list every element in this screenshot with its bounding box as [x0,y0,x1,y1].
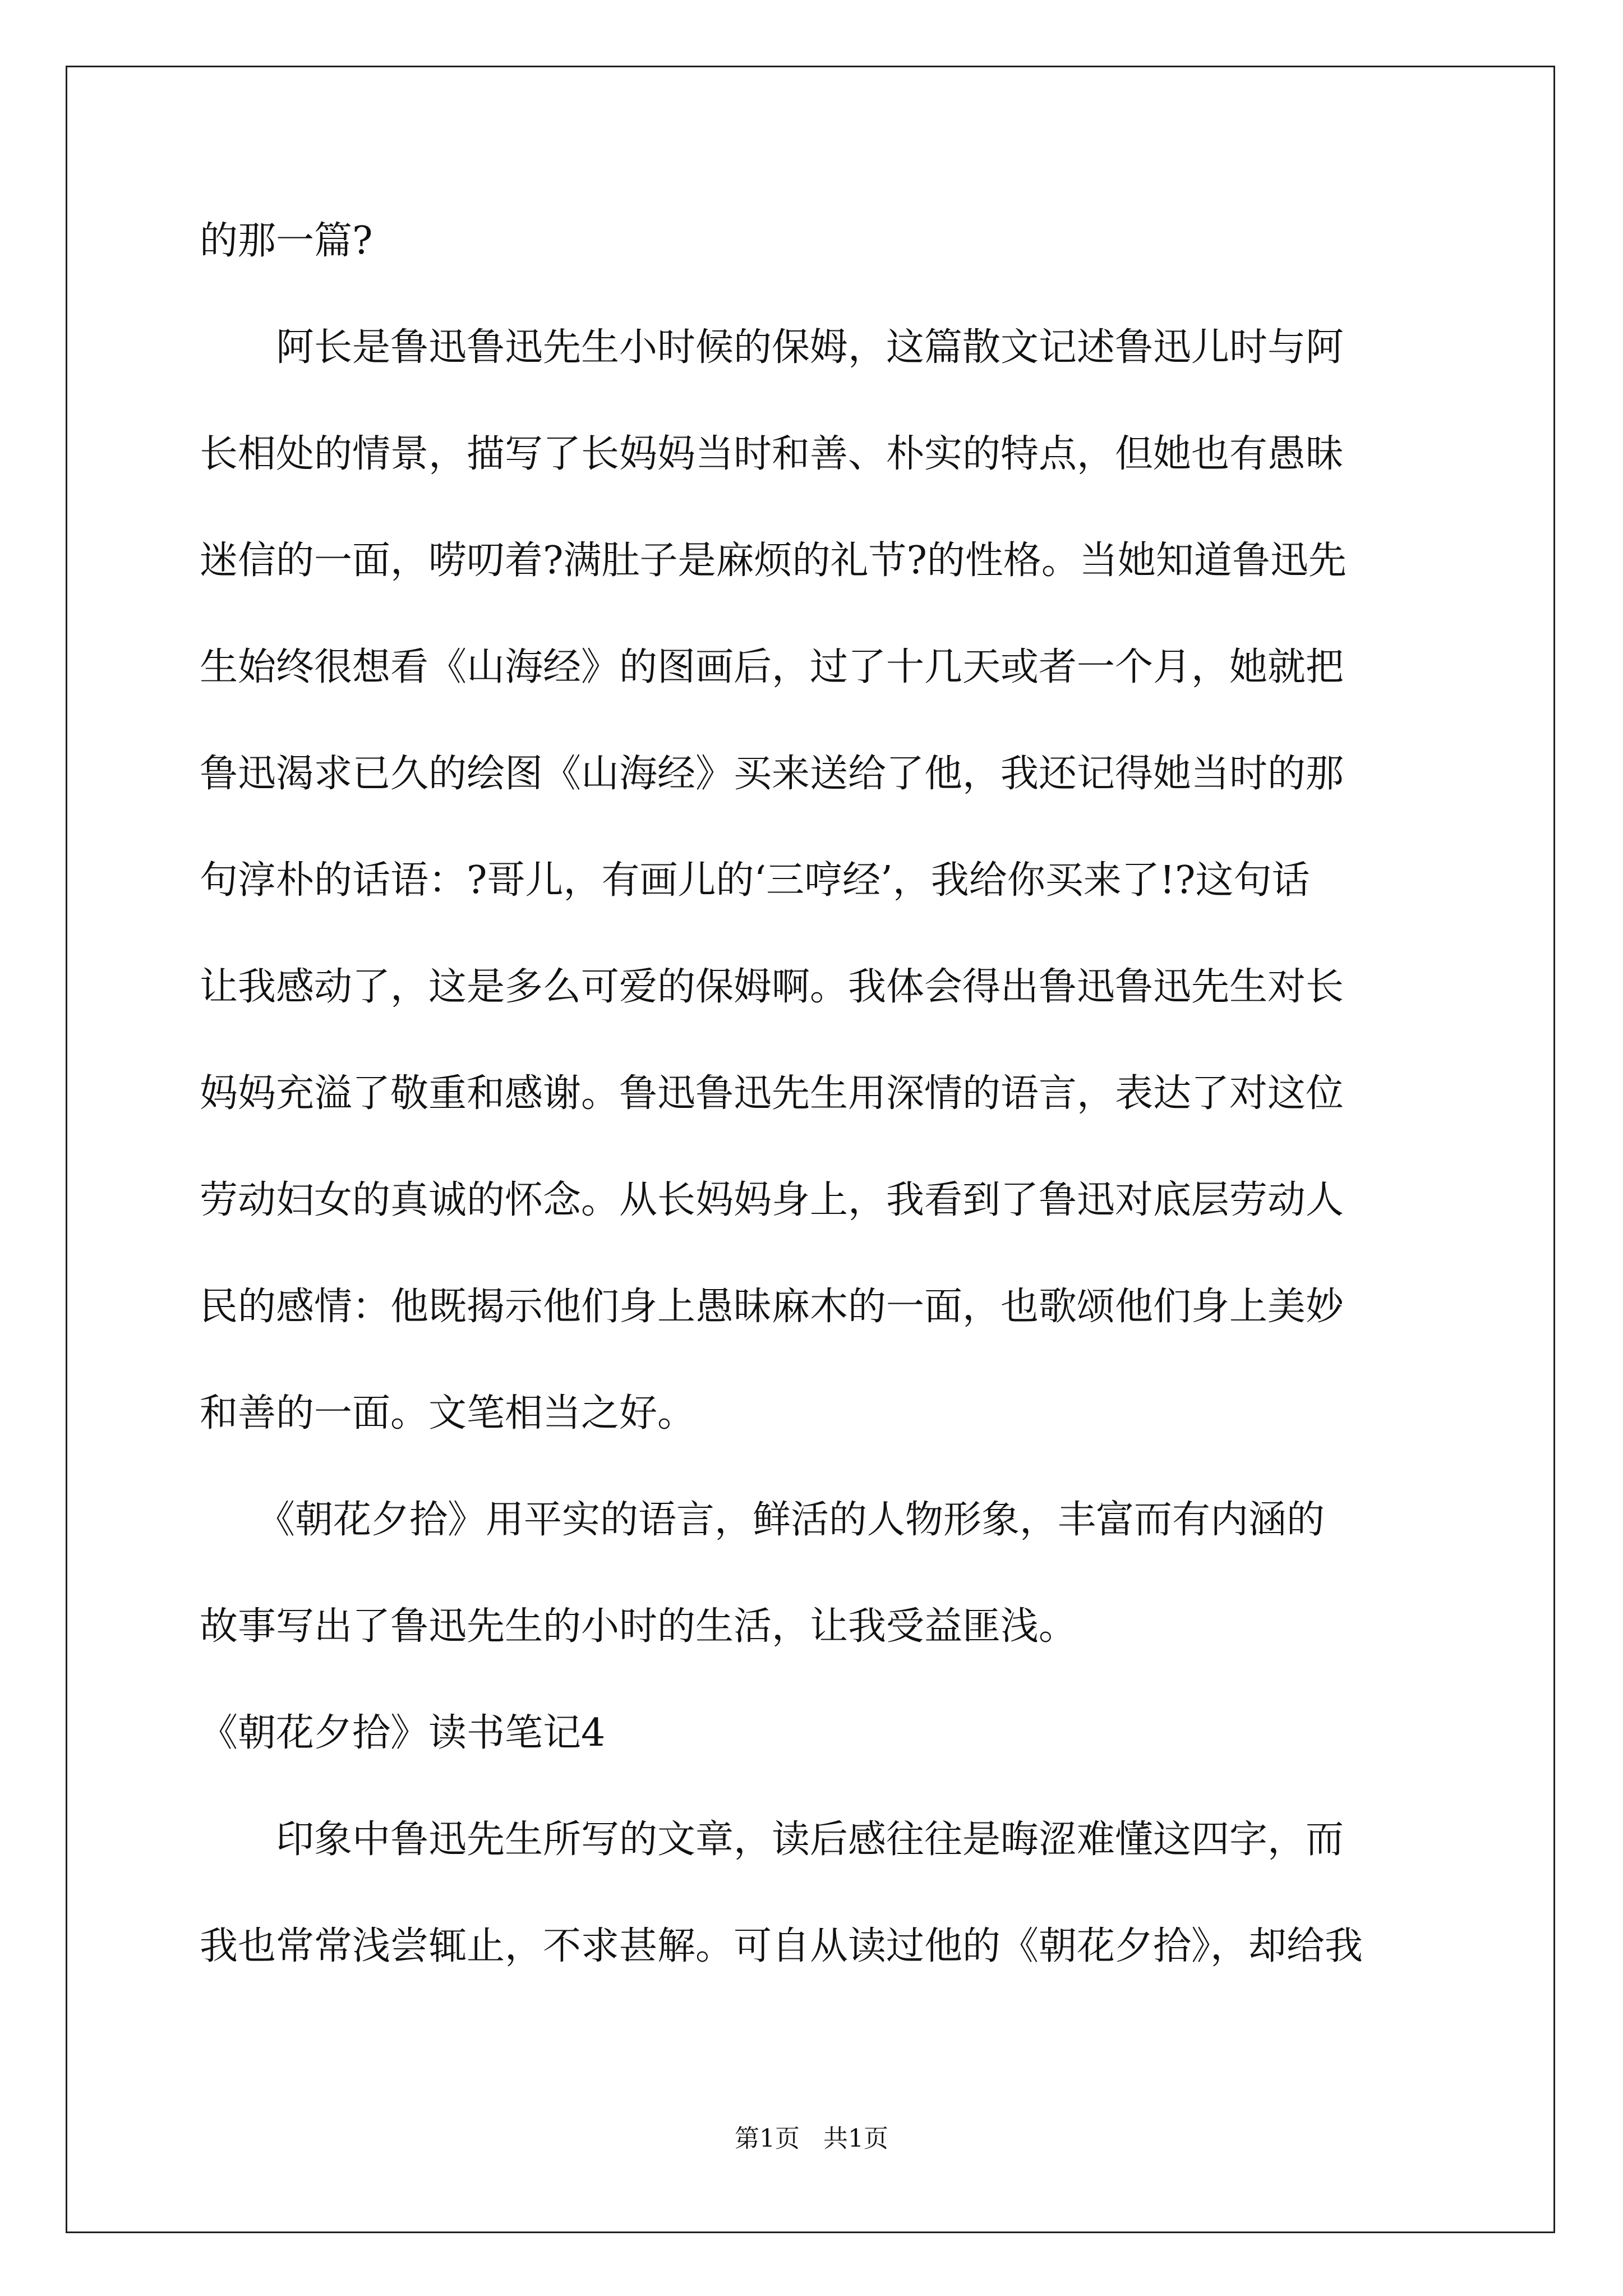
text-line: 劳动妇女的真诚的怀念。从长妈妈身上，我看到了鲁迅对底层劳动人 [200,1178,1344,1222]
text-line: 让我感动了，这是多么可爱的保姆啊。我体会得出鲁迅鲁迅先生对长 [200,965,1344,1009]
text-line: 民的感情：他既揭示他们身上愚昧麻木的一面，也歌颂他们身上美妙 [200,1285,1344,1329]
page-footer: 第1页 共1页 [735,2124,888,2153]
text-line: 和善的一面。文笔相当之好。 [200,1391,696,1435]
section-heading: 《朝花夕拾》读书笔记4 [200,1711,606,1755]
text-line: 句淳朴的话语：?哥儿，有画儿的‘三哼经’，我给你买来了!?这句话 [200,858,1310,903]
text-line: 生始终很想看《山海经》的图画后，过了十几天或者一个月，她就把 [200,645,1344,689]
text-line: 我也常常浅尝辄止，不求甚解。可自从读过他的《朝花夕拾》，却给我 [200,1924,1363,1968]
text-line: 的那一篇? [200,219,373,263]
page-border [66,66,1555,2233]
text-line: 故事写出了鲁迅先生的小时的生活，让我受益匪浅。 [200,1604,1077,1649]
text-line: 印象中鲁迅先生所写的文章，读后感往往是晦涩难懂这四字，而 [200,1818,1344,1862]
text-line: 阿长是鲁迅鲁迅先生小时候的保姆，这篇散文记述鲁迅儿时与阿 [200,325,1344,370]
text-line: 迷信的一面，唠叨着?满肚子是麻烦的礼节?的性格。当她知道鲁迅先 [200,539,1347,583]
text-line: 鲁迅渴求已久的绘图《山海经》买来送给了他，我还记得她当时的那 [200,752,1344,796]
text-line: 长相处的情景，描写了长妈妈当时和善、朴实的特点，但她也有愚昧 [200,432,1344,476]
text-line: 妈妈充溢了敬重和感谢。鲁迅鲁迅先生用深情的语言，表达了对这位 [200,1071,1344,1116]
text-line: 《朝花夕拾》用平实的语言，鲜活的人物形象，丰富而有内涵的 [200,1498,1325,1542]
